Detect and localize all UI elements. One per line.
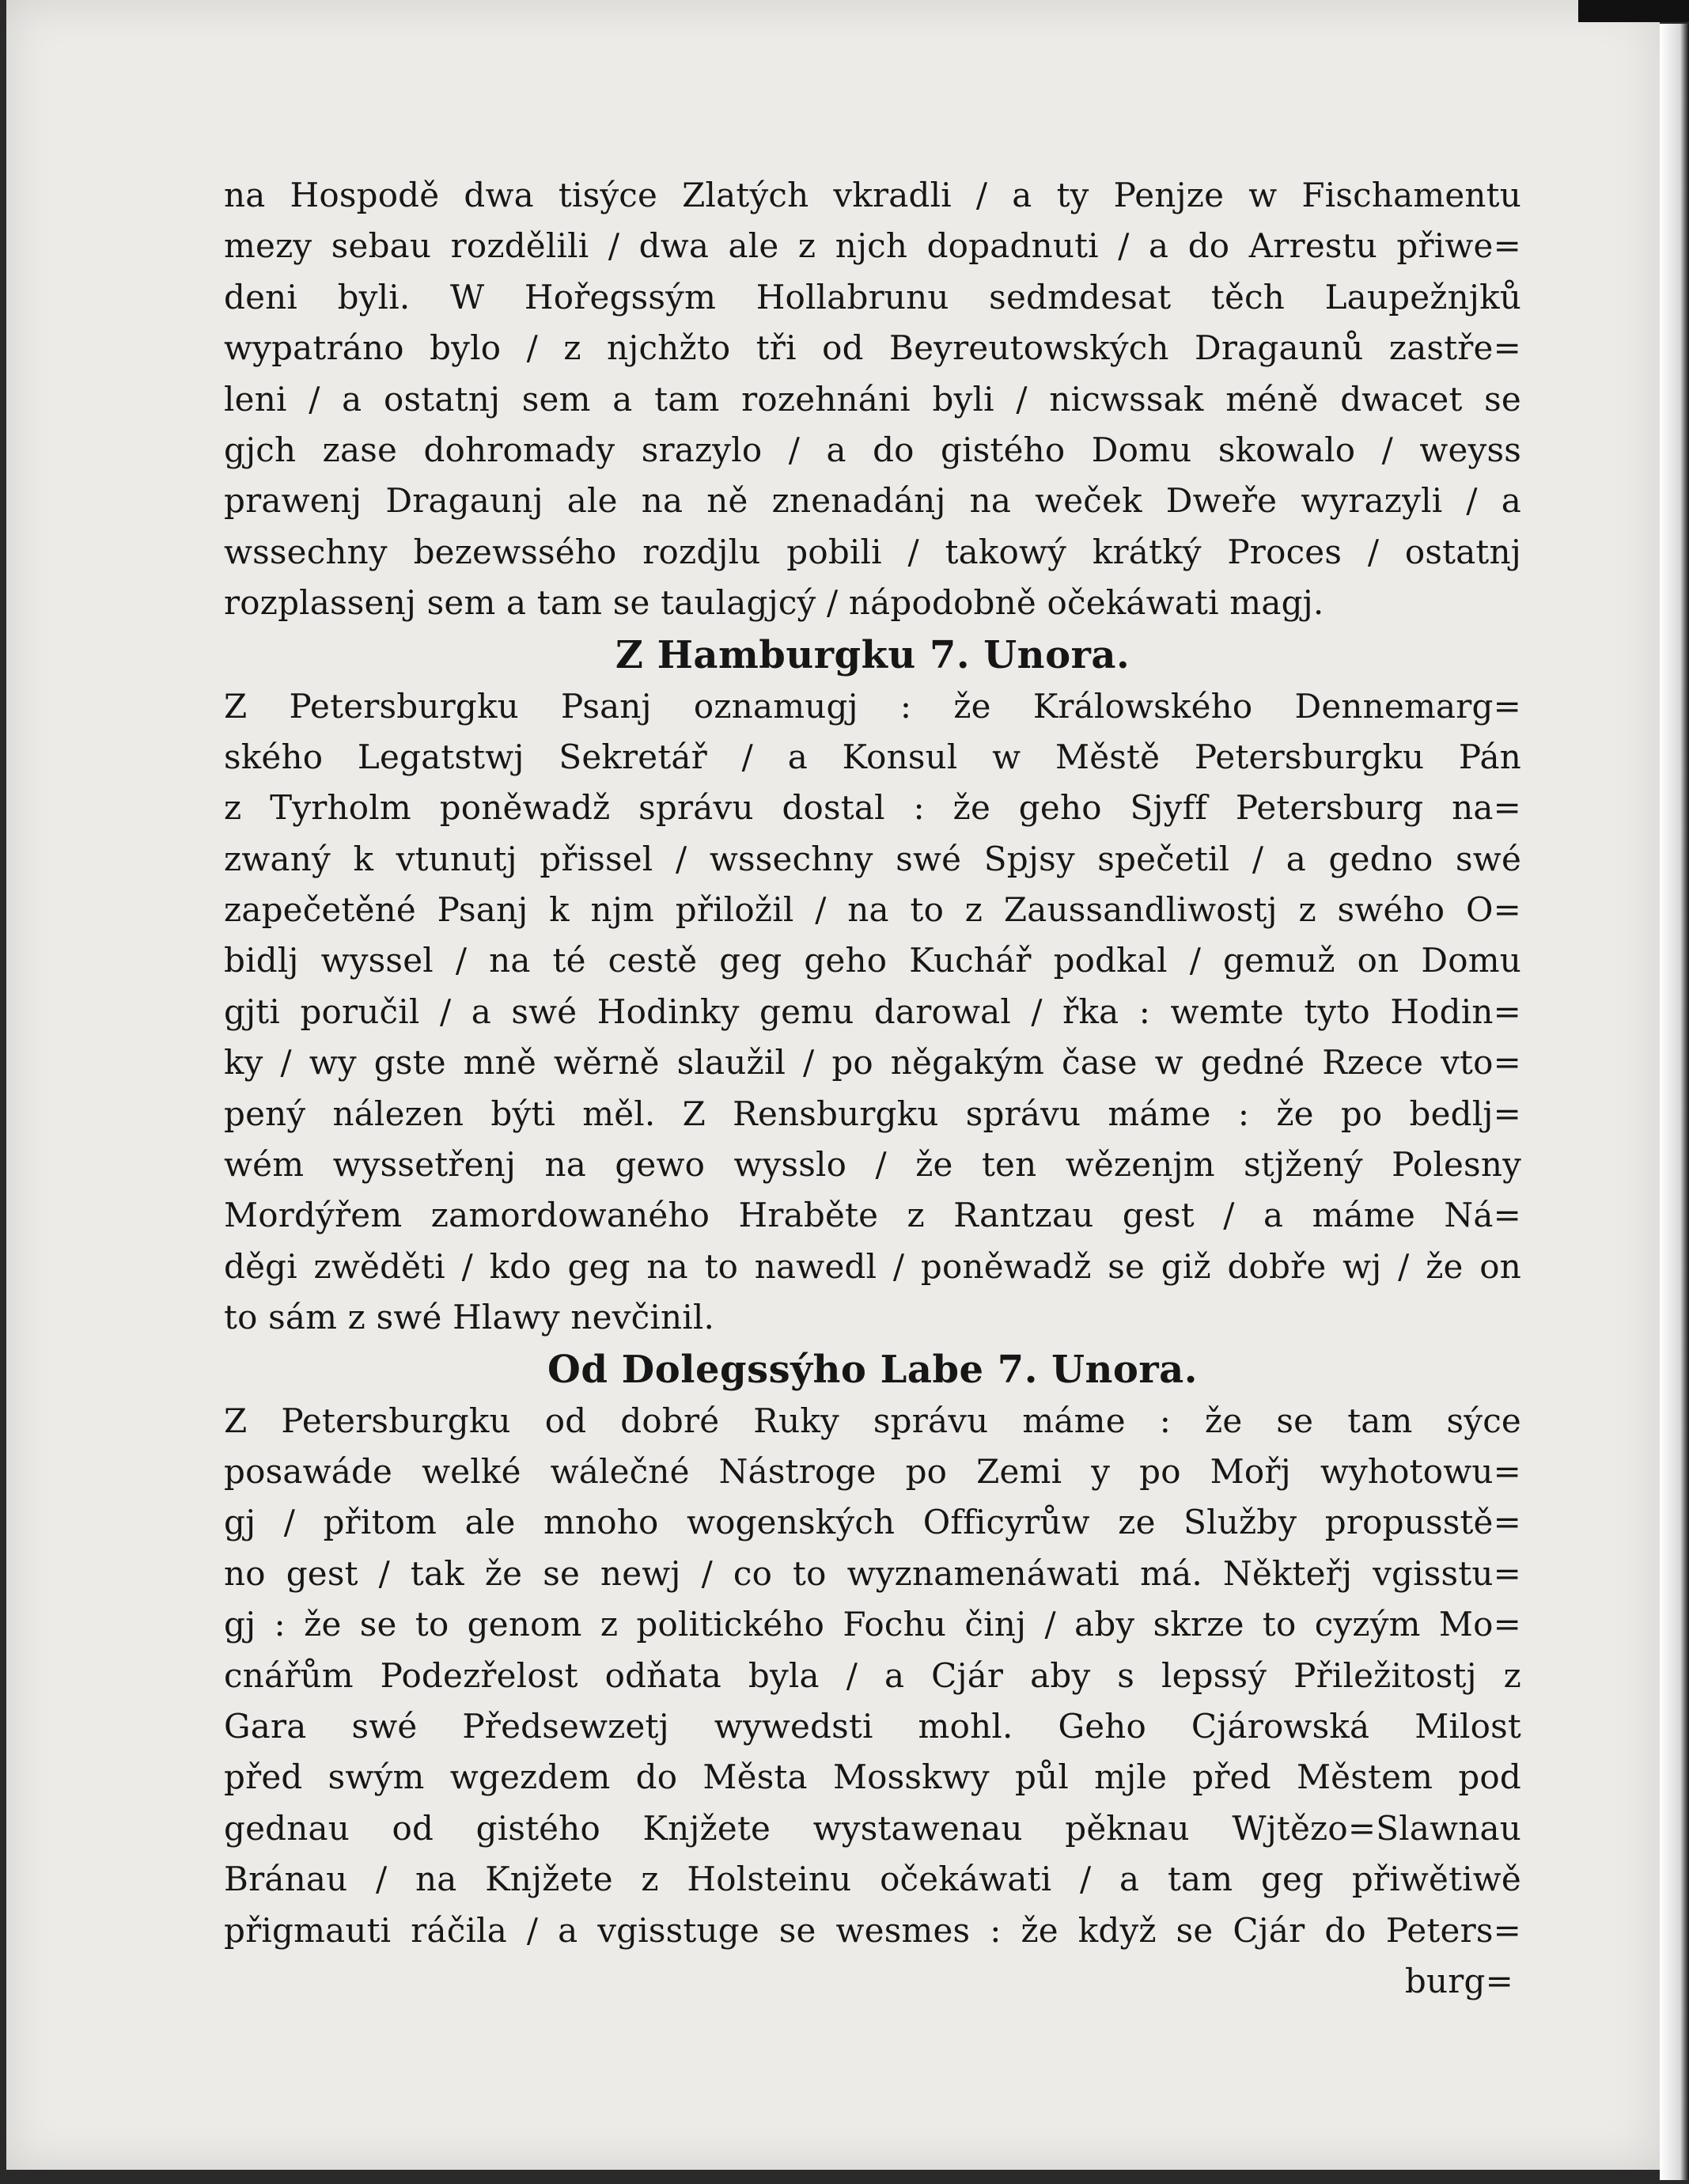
text-line: Z Petersburgku od dobré Ruky správu máme : že se tam sýce xyxy=(224,1401,1521,1440)
text-line: gjch zase dohromady srazylo / a do gistého Domu skowalo / weyss xyxy=(224,430,1521,469)
text-line: gednau od gistého Knjžete wystawenau pěknau Wjtězo=Slawnau xyxy=(224,1808,1521,1848)
text-line: zapečetěné Psanj k njm přiložil / na to z Zaussandliwostj z swého O= xyxy=(224,890,1521,930)
text-line: gj : že se to genom z politického Fochu činj / aby skrze to cyzým Mo= xyxy=(224,1605,1521,1644)
text-line: zwaný k vtunutj přissel / wssechny swé Spjsy spečetil / a gedno swé xyxy=(224,839,1521,878)
text-line: před swým wgezdem do Města Mosskwy půl mjle před Městem pod xyxy=(224,1757,1521,1797)
text-line: přigmauti ráčila / a vgisstuge se wesmes : že když se Cjár do Peters= xyxy=(224,1910,1521,1950)
text-line: mezy sebau rozdělili / dwa ale z njch dopadnuti / a do Arrestu přiwe= xyxy=(224,226,1521,266)
text-line: wssechny bezewssého rozdjlu pobili / takowý krátký Proces / ostatnj xyxy=(224,532,1521,571)
text-line: gj / přitom ale mnoho wogenských Officyrůw ze Služby propusstě= xyxy=(224,1503,1521,1542)
text-line: ky / wy gste mně wěrně slaužil / po něgakým čase w gedné Rzece vto= xyxy=(224,1043,1521,1083)
text-line: z Tyrholm poněwadž správu dostal : že geho Sjyff Petersburg na= xyxy=(224,788,1521,828)
text-line: posawáde welké wálečné Nástroge po Zemi y po Mořj wyhotowu= xyxy=(224,1451,1521,1491)
section-heading: Z Hamburgku 7. Unora. xyxy=(615,632,1130,677)
text-line: Bránau / na Knjžete z Holsteinu očekáwati / a tam geg přiwětiwě xyxy=(224,1860,1521,1899)
text-line: wém wyssetřenj na gewo wysslo / že ten wězenjm stjžený Polesny xyxy=(224,1145,1521,1185)
text-line: leni / a ostatnj sem a tam rozehnáni byli / nicwssak méně dwacet se xyxy=(224,379,1521,419)
text-line: Gara swé Předsewzetj wywedsti mohl. Geho Cjárowská Milost xyxy=(224,1706,1521,1746)
text-line: to sám z swé Hlawy nevčinil. xyxy=(224,1298,715,1337)
text-line: prawenj Dragaunj ale na ně znenadánj na weček Dweře wyrazyli / a xyxy=(224,481,1521,521)
scan-corner xyxy=(1578,0,1689,22)
text-line: pený nálezen býti měl. Z Rensburgku správu máme : že po bedlj= xyxy=(224,1094,1521,1133)
text-line: na Hospodě dwa tisýce Zlatých vkradli / a ty Penjze w Fischamentu xyxy=(224,176,1521,214)
text-line: Mordýřem zamordowaného Hraběte z Rantzau gest / a máme Ná= xyxy=(224,1196,1521,1235)
text-line: deni byli. W Hořegssým Hollabrunu sedmdesat těch Laupežnjků xyxy=(224,277,1521,317)
text-line: cnářům Podezřelost odňata byla / a Cjár aby s lepssý Přiležitostj z xyxy=(224,1655,1521,1695)
text-line: Z Petersburgku Psanj oznamugj : že Králowského Dennemarg= xyxy=(224,686,1521,726)
text-line: rozplassenj sem a tam se taulagjcý / nápodobně očekáwati magj. xyxy=(224,583,1324,623)
section-lower-elbe xyxy=(224,1344,1521,2008)
text-line: wypatráno bylo / z njchžto tři od Beyreutowských Dragaunů zastře= xyxy=(224,328,1521,368)
body-text xyxy=(224,170,1521,2007)
text-line: gjti poručil / a swé Hodinky gemu darowal / řka : wemte tyto Hodin= xyxy=(224,992,1521,1031)
text-line: bidlj wyssel / na té cestě geg geho Kuchář podkal / gemuž on Domu xyxy=(224,941,1521,980)
section-heading: Od Dolegssýho Labe 7. Unora. xyxy=(547,1347,1198,1392)
text-line: no gest / tak že se newj / co to wyznamenáwati má. Někteřj vgisstu= xyxy=(224,1553,1521,1593)
section-hamburg xyxy=(224,629,1521,1344)
text-line: děgi zwěděti / kdo geg na to nawedl / poněwadž se giž dobře wj / že on xyxy=(224,1246,1521,1286)
document-page xyxy=(6,0,1660,2170)
section-fischament xyxy=(224,170,1521,629)
catchword: burg= xyxy=(1404,1961,1513,2000)
adjacent-page-edge xyxy=(1660,24,1689,2180)
text-line: ského Legatstwj Sekretář / a Konsul w Městě Petersburgku Pán xyxy=(224,737,1521,776)
